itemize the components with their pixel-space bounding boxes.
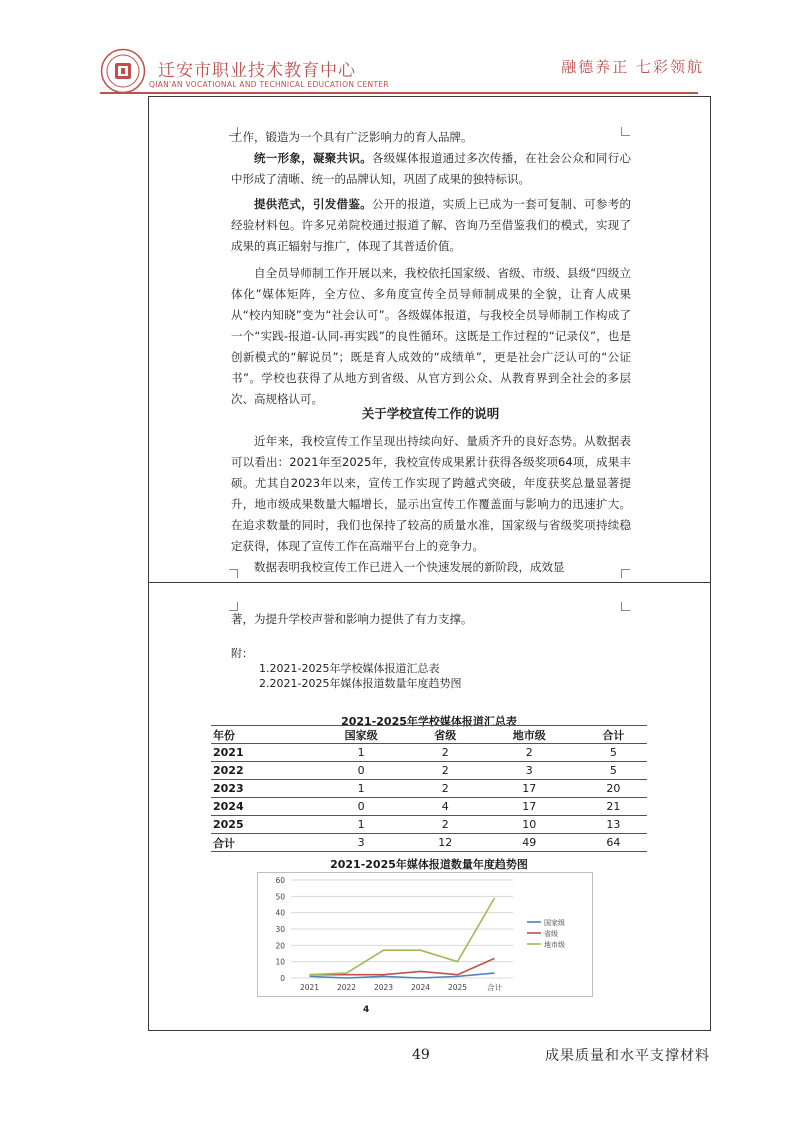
page2-text xyxy=(231,609,631,630)
table-cell: 2023 xyxy=(211,780,311,798)
header-rule xyxy=(100,92,698,94)
y-tick-label: 60 xyxy=(275,876,285,885)
org-name-cn: 迁安市职业技术教育中心 xyxy=(158,61,356,81)
table-cell: 2 xyxy=(412,762,479,780)
x-tick-label: 2021 xyxy=(299,983,320,992)
table-header: 省级 xyxy=(412,726,479,744)
attachment-label: 附： xyxy=(231,647,253,660)
footer-label: 成果质量和水平支撑材料 xyxy=(545,1048,710,1064)
school-seal-icon xyxy=(100,48,146,94)
table-cell: 3 xyxy=(311,834,412,852)
y-tick-label: 40 xyxy=(275,908,285,918)
table-total-row xyxy=(211,834,647,852)
page1-text-lower xyxy=(231,431,631,578)
table-cell: 13 xyxy=(580,816,647,834)
page-divider xyxy=(149,582,710,583)
x-tick-label: 2024 xyxy=(410,983,431,992)
trend-line-chart xyxy=(257,872,593,997)
y-tick-label: 50 xyxy=(275,892,285,902)
summary-table xyxy=(211,725,647,852)
paragraph-body: 公开的报道，实质上已成为一套可复制、可参考的经验材料包。许多兄弟院校通过报道了解、咨询乃至借鉴我们的模式，实现了成果的真正辐射与推广，体现了其普适价值。 xyxy=(231,197,632,253)
chart-title: 2021-2025年媒体报道数量年度趋势图 xyxy=(330,858,528,871)
x-tick-label: 2025 xyxy=(447,983,468,992)
paragraph-lead: 统一形象，凝聚共识。 xyxy=(254,151,372,165)
legend-label: 地市级 xyxy=(544,941,565,949)
table-cell: 0 xyxy=(311,762,412,780)
scanned-pages-frame xyxy=(148,96,711,1031)
footer-page-number: 49 xyxy=(412,1047,430,1063)
table-row xyxy=(211,798,647,816)
table-cell: 0 xyxy=(311,798,412,816)
inner-page-number: 4 xyxy=(363,1005,370,1015)
x-tick-label: 2023 xyxy=(373,983,394,992)
paragraph: 近年来，我校宣传工作呈现出持续向好、量质齐升的良好态势。从数据表可以看出：2021年至2025年，我校宣传成果累计获得各级奖项64项，成果丰硕。尤其自2023年以来，宣传工作实现了跨越式突破，年度获奖总量显著提升，地市级成果数量大幅增长，显示出宣传工作覆盖面与影响力的迅速扩大。在追求数量的同时，我们也保持了较高的质量水准，国家级与省级奖项持续稳定获得，体现了宣传工作在高端平台上的竞争力。 xyxy=(231,434,631,553)
table-header: 国家级 xyxy=(311,726,412,744)
paragraph xyxy=(231,148,631,190)
x-tick-label: 2022 xyxy=(336,983,357,992)
paragraph: 著，为提升学校声誉和影响力提供了有力支撑。 xyxy=(231,612,473,626)
paragraph-lead: 提供范式，引发借鉴。 xyxy=(254,197,372,211)
table-cell: 合计 xyxy=(211,834,311,852)
table-cell: 2022 xyxy=(211,762,311,780)
paragraph-body: 各级媒体报道通过多次传播，在社会公众和同行心中形成了清晰、统一的品牌认知，巩固了成果的独特标识。 xyxy=(231,151,632,186)
y-tick-label: 0 xyxy=(280,974,285,983)
table-cell: 17 xyxy=(479,780,580,798)
page-header xyxy=(0,0,800,100)
table-cell: 2 xyxy=(479,744,580,762)
table-header-row xyxy=(211,726,647,744)
table-header: 年份 xyxy=(211,726,311,744)
paragraph: 自全员导师制工作开展以来，我校依托国家级、省级、市级、县级“四级立体化”媒体矩阵，全方位、多角度宣传全员导师制成果的全貌，让育人成果从“校内知晓”变为“社会认可”。各级媒体报道，与我校全员导师制工作构成了一个“实践-报道-认同-再实践”的良性循环。这既是工作过程的“记录仪”，也是创新模式的“解说员”；既是育人成效的“成绩单”，更是社会广泛认可的“公证书”。学校也获得了从地方到省级、从官方到公众、从教育界到全社会的多层次、高规格认可。 xyxy=(231,266,631,406)
table-cell: 49 xyxy=(479,834,580,852)
legend-label: 省级 xyxy=(544,930,558,938)
paragraph xyxy=(231,194,631,257)
table-row xyxy=(211,762,647,780)
y-tick-label: 20 xyxy=(275,941,285,951)
table-cell: 2 xyxy=(412,744,479,762)
table-cell: 2024 xyxy=(211,798,311,816)
table-cell: 3 xyxy=(479,762,580,780)
school-slogan: 融德养正 七彩领航 xyxy=(561,58,704,76)
x-tick-label: 合计 xyxy=(487,983,502,992)
table-cell: 2 xyxy=(412,780,479,798)
table-cell: 2 xyxy=(412,816,479,834)
table-cell: 1 xyxy=(311,816,412,834)
table-cell: 20 xyxy=(580,780,647,798)
table-cell: 12 xyxy=(412,834,479,852)
table-row xyxy=(211,816,647,834)
table-header: 合计 xyxy=(580,726,647,744)
table-cell: 5 xyxy=(580,744,647,762)
table-cell: 2025 xyxy=(211,816,311,834)
legend-label: 国家级 xyxy=(544,919,565,927)
table-cell: 10 xyxy=(479,816,580,834)
table-cell: 64 xyxy=(580,834,647,852)
attachment-item: 1.2021-2025年学校媒体报道汇总表 xyxy=(259,662,440,675)
table-cell: 5 xyxy=(580,762,647,780)
table-cell: 2021 xyxy=(211,744,311,762)
org-name-en: QIAN'AN VOCATIONAL AND TECHNICAL EDUCATION CENTER xyxy=(149,80,389,89)
table-cell: 17 xyxy=(479,798,580,816)
section-title: 关于学校宣传工作的说明 xyxy=(361,406,500,421)
table-row xyxy=(211,744,647,762)
table-cell: 21 xyxy=(580,798,647,816)
table-cell: 1 xyxy=(311,744,412,762)
page1-text-upper xyxy=(231,127,631,410)
paragraph: 工作，锻造为一个具有广泛影响力的育人品牌。 xyxy=(231,130,473,144)
y-tick-label: 10 xyxy=(275,957,285,967)
paragraph: 数据表明我校宣传工作已进入一个快速发展的新阶段，成效显 xyxy=(254,560,565,574)
table-title: 2021-2025年学校媒体报道汇总表 xyxy=(341,715,517,728)
table-cell: 1 xyxy=(311,780,412,798)
table-cell: 4 xyxy=(412,798,479,816)
table-row xyxy=(211,780,647,798)
y-tick-label: 30 xyxy=(275,925,285,934)
table-header: 地市级 xyxy=(479,726,580,744)
attachment-item: 2.2021-2025年媒体报道数量年度趋势图 xyxy=(259,677,462,690)
